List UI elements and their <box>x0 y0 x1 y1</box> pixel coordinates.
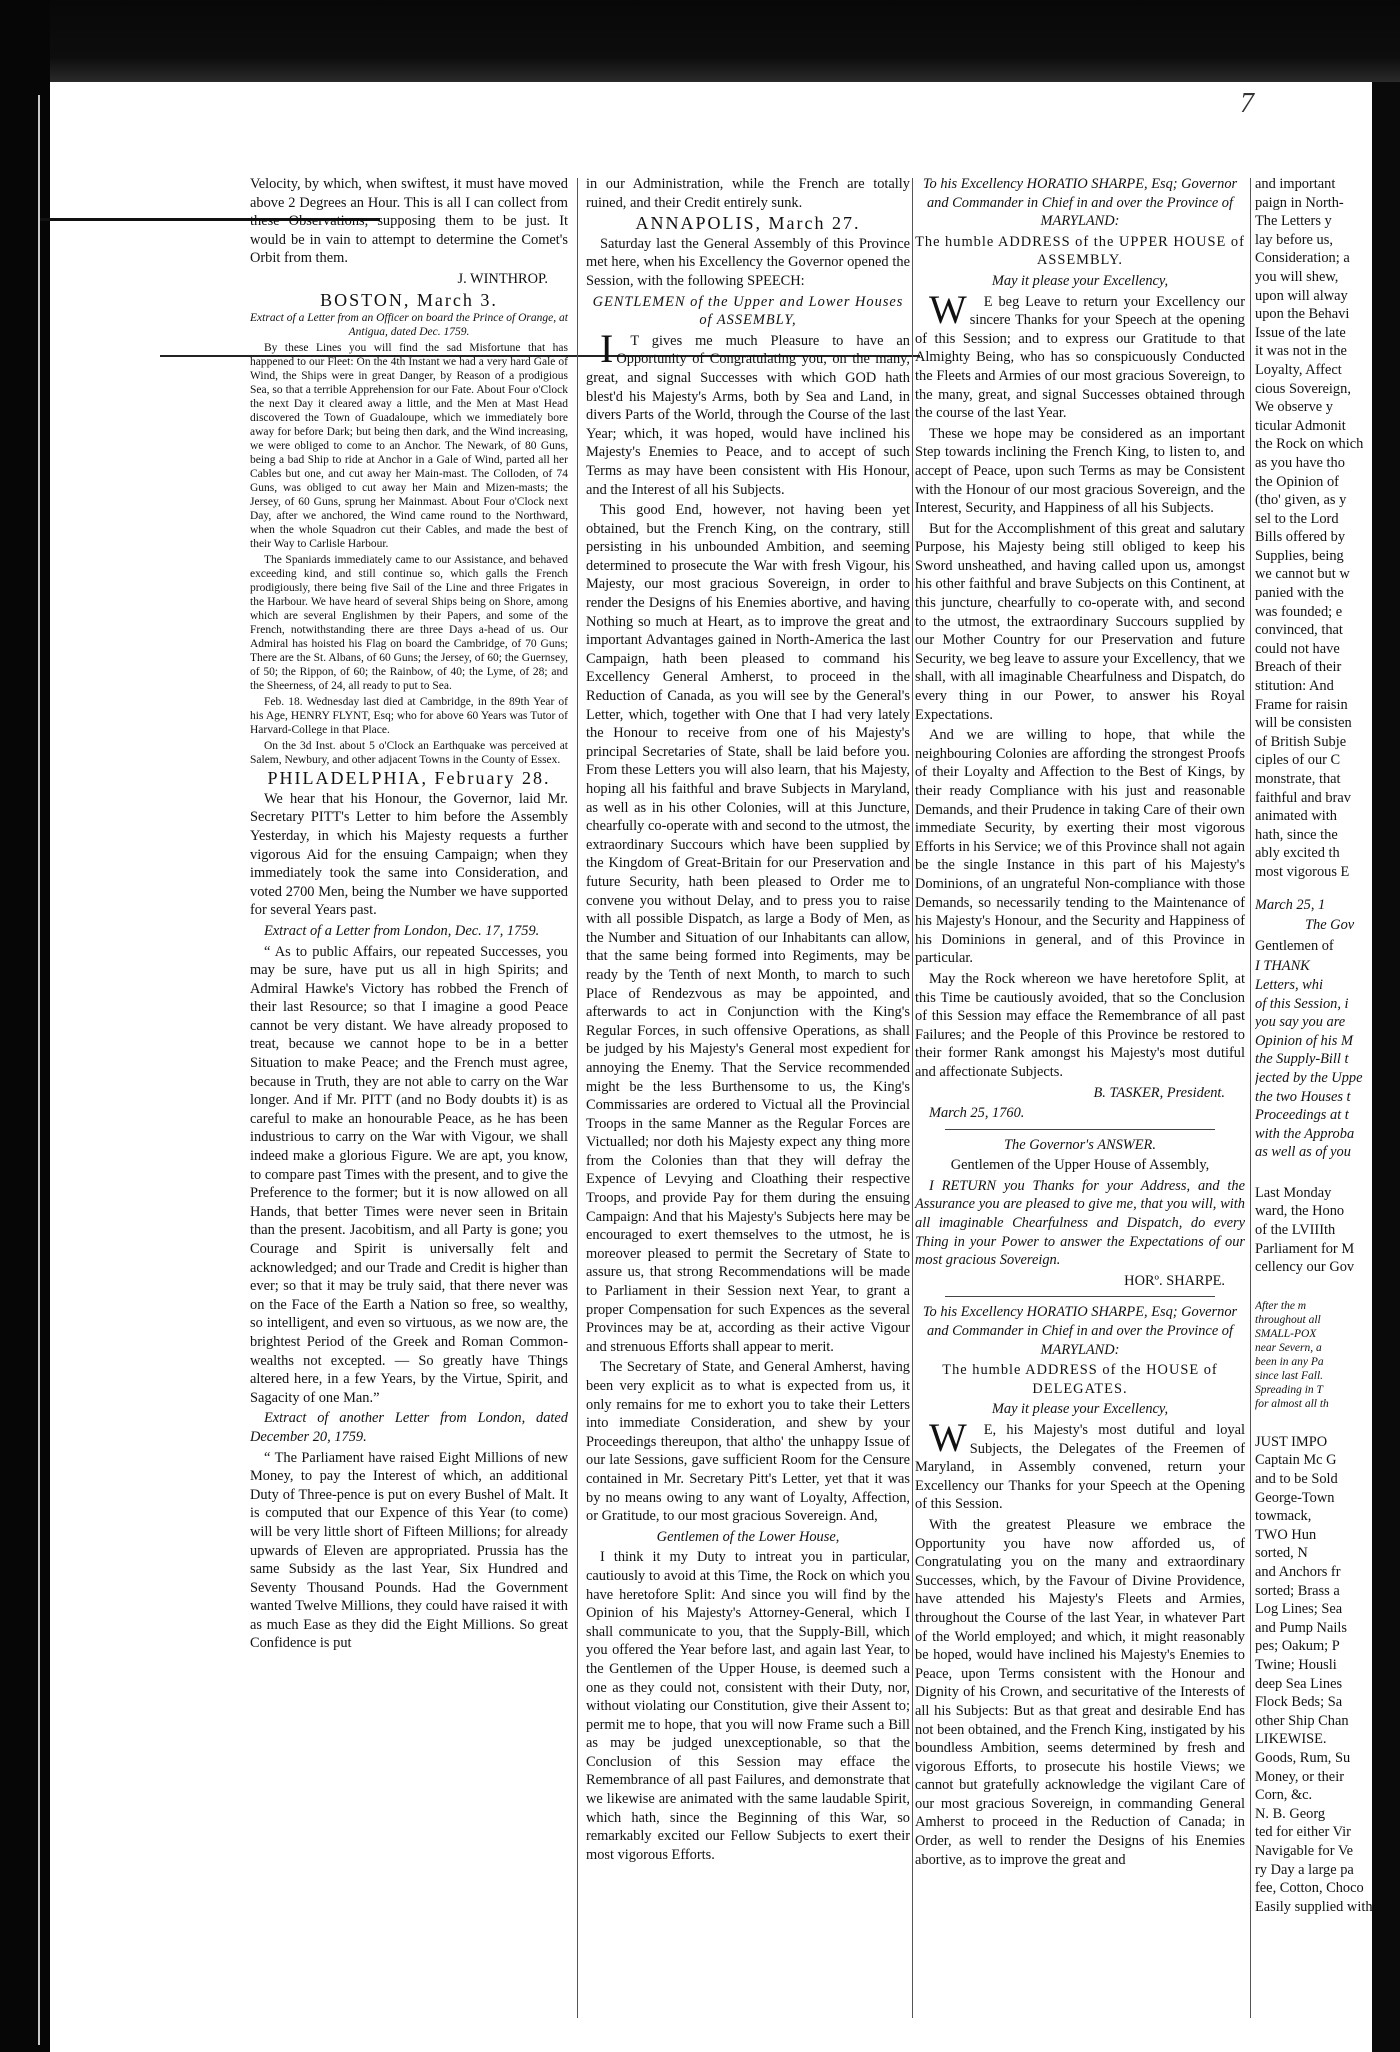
boston-earthquake: On the 3d Inst. about 5 o'Clock an Earthquake was perceived at Salem, Newbury, and other adjacent Towns in the County of Essex. <box>250 740 568 767</box>
text-line: Opinion of his M <box>1255 1032 1353 1049</box>
governor-answer-salutation: Gentlemen of the Upper House of Assembly, <box>950 1157 1210 1174</box>
lower-house-heading: Gentlemen of the Lower House, <box>656 1528 840 1545</box>
text-line: ward, the Hono <box>1255 1203 1345 1220</box>
text-line: hath, since the <box>1255 826 1338 843</box>
column-rule <box>912 178 913 2018</box>
session-notice-lines <box>1255 1184 1385 1277</box>
text-line: deep Sea Lines <box>1255 1675 1343 1692</box>
text-line: most vigorous E <box>1255 863 1350 880</box>
text-line: LIKEWISE. <box>1255 1731 1327 1748</box>
boston-dateline: BOSTON, March 3. <box>320 289 498 310</box>
text-line: monstrate, that <box>1255 771 1341 787</box>
reply-date: March 25, 1 <box>1255 896 1326 913</box>
text-line: of British Subje <box>1255 733 1347 750</box>
text-line: Last Monday <box>1255 1184 1332 1201</box>
text-line: ably excited th <box>1255 845 1340 862</box>
speech-paragraph-2: This good End, however, not having been yet obtained, but the French King, on the contrary, still persisting in his unbounded Ambition, and seeming determined to prosecute the War with fresh Vigour, his Majesty, our most gracious Sovereign, in order to render the Designs of his Enemies abortive, and having Nothing so much at Heart, as to improve the great and important Advantages gained in North-America the last Campaign, hath been pleased to command his Excellency General Amherst, to proceed in the Reduction of Canada, as you will see by the General's Letter, which, together with One that I had very lately the Honour to receive from one of his Majesty's principal Secretaries of State, shall be laid before you. From these Letters you will also learn, that his Majesty, hoping all his faithful and brave Subjects in Maryland, as well as in his other Colonies, will at this Juncture, chearfully co-operate with and second to the utmost, the extraordinary Succours which have been supplied by the Kingdom of Great-Britain for our Preservation and future Security, hath been pleased to Order me to convene you without Delay, and to press you to raise with all possible Dispatch, as large a Body of Men, as the Number and Situation of our Inhabitants can allow, that the same being formed into Regiments, may be ready by the Tenth of next Month, to march to such Place of Rendezvous as may be appointed, and afterwards to act in Conjunction with the King's Regular Forces, in such offensive Operations, as shall be judged by his Majesty's General most expedient for annoying the Enemy. That the Service recommended might be the less Burthensome to us, the King's Commissaries are ordered to Victual all the Provincial Troops in the same Manner as the Regular Forces are Victualled; nor doth his Majesty expect any thing more from the Colonies than that they will defray the Expence of Levying and Cloathing their respective Troops, and provide Pay for them during the ensuing Campaign: And that his Majesty's Subjects here may be encouraged to exert themselves to the utmost, he is moreover pleased to permit the Secretary of State to assure us, that strong Recommendations will be made to Parliament in their Session next Year, to grant a proper Compensation for such Expences as the several Provinces may be at, according as their active Vigour and strenuous Efforts shall appear to merit. <box>586 502 910 1355</box>
dark-scan-margin-top <box>50 0 1400 82</box>
delegates-salutation: May it please your Excellency, <box>991 1401 1169 1418</box>
upper-house-date: March 25, 1760. <box>929 1105 1025 1122</box>
binding-edge <box>38 95 40 2045</box>
upper-house-address-title: The humble ADDRESS of the UPPER HOUSE of ASSEMBLY. <box>915 233 1245 269</box>
extract-2-body: “ The Parliament have raised Eight Millions of new Money, to pay the Interest of which, an additional Duty of Three-pence is put on every Bushel of Malt. It is computed that our Expence of this Year (to come) will be very little short of Fifteen Millions; for already upwards of Eleven are appropriated. Prussia has the same Subsidy as the last Year, Six Hundred and Seventy Thousand Pounds. Had the Government wanted Twelve Millions, they could have raised it with as much Ease as they did the Eight Millions. So great Confidence is put <box>250 1449 568 1652</box>
governor-reply-salutation: Gentlemen of <box>1255 937 1334 954</box>
text-line: Easily supplied with <box>1255 1898 1373 1915</box>
upper-house-paragraph-2: These we hope may be considered as an important Step towards inclining the French King, to listen to, and accept of Peace, upon such Terms as may be Consistent with the Honour of our most gracious Sovereign, and the Interest, Security, and Happiness of all his Subjects. <box>915 425 1245 517</box>
delegates-paragraph-2: With the greatest Pleasure we embrace the Opportunity you have now afforded us, of Congratulating you on the many and extraordinary Successes, which, by the Favour of Divine Providence, have attended his Majesty's Fleets and Armies, throughout the Course of the last Year, in whatever Part of the World employed; and which, it might reasonably be hoped, would have inclined his Majesty's Enemies to Peace, upon Terms consistent with the Honour and Dignity of his Crown, and securitative of the Interests of all his Subjects: But as that great and desirable End has not been obtained, and the French King, instigated by his boundless Ambition, seems determined by fresh and vigorous Efforts, to prosecute his hostile Views; we cannot but gratefully acknowledge the vigilant Care of our most gracious Sovereign, in commanding General Amherst to proceed in the Reduction of Canada; in Order, as well to render the Designs of his Enemies abortive, as to improve the great and <box>915 1516 1245 1868</box>
text-line: The Letters y <box>1255 213 1332 230</box>
text-line: Breach of their <box>1255 659 1342 676</box>
text-line: it was not in the <box>1255 343 1347 360</box>
comet-report-ending: Velocity, by which, when swiftest, it must have moved above 2 Degrees an Hour. This is all I can collect from these Observations, supposing them to be just. It would be in vain to attempt to determine the Comet's Orbit from them. <box>250 176 568 267</box>
text-line: cious Sovereign, <box>1255 380 1351 397</box>
text-line: cellency our Gov <box>1255 1259 1355 1276</box>
philadelphia-report: We hear that his Honour, the Governor, laid Mr. Secretary PITT's Letter to him before the Assembly Yesterday, in which his Majesty requests a further vigorous Aid for the ensuing Campaign; when they immediately took the same into Consideration, and voted 2700 Men, being the Number we have supported for several Years past. <box>250 790 568 919</box>
text-line: pes; Oakum; P <box>1255 1638 1340 1655</box>
text-line: Issue of the late <box>1255 324 1346 341</box>
text-line: upon the Behavi <box>1255 306 1350 323</box>
text-line: Flock Beds; Sa <box>1255 1694 1343 1711</box>
governor-reply-lines <box>1255 957 1385 1162</box>
text-line: and to be Sold <box>1255 1471 1338 1488</box>
text-line: panied with the <box>1255 585 1344 602</box>
text-line: the Supply-Bill t <box>1255 1051 1349 1068</box>
text-line: the Opinion of <box>1255 473 1339 490</box>
philadelphia-dateline: PHILADELPHIA, February 28. <box>267 768 551 789</box>
governor-reply-heading: The Gov <box>1305 917 1355 934</box>
text-line: Consideration; a <box>1255 250 1350 267</box>
text-line: faithful and brav <box>1255 789 1351 806</box>
column-2 <box>586 175 910 1866</box>
text-line: animated with <box>1255 808 1337 825</box>
text-line: SMALL-POX <box>1255 1327 1317 1340</box>
text-line: near Severn, a <box>1255 1341 1322 1354</box>
speech-paragraph-1: IT gives me much Pleasure to have an Opportunity of Congratulating you, on the many, great, and signal Successes with which GOD hath blest'd his Majesty's Arms, both by Sea and Land, in divers Parts of the World, through the Course of the last Year; which, it was hoped, would have inclined his Majesty's Enemies to Peace, and to accept of such Terms as may have been consistent with His Honour, and the Interest of all his Subjects. <box>586 325 910 498</box>
text-line: Parliament for M <box>1255 1240 1355 1257</box>
extract-1-body: “ As to public Affairs, our repeated Successes, you may be sure, have put us all in high Spirits; and Admiral Hawke's Victory has robbed the French of their last Resource; so that I imagine a good Peace cannot be very distant. We have already proposed to treat, because we cannot hope to be in a better Situation to make Peace; and the French must agree, because in Truth, they are not able to carry on the War longer. And if Mr. PITT (and no Body doubts it) is as careful to make an honourable Peace, as he has been industrious to carry on the War with Vigour, we shall indeed make a glorious Figure. We are apt, you know, to compare past Times with the present, and to give the Preference to the former; but it is now allowed on all Hands, that better Times were never seen in Britain than the present. Jacobitism, and all Party is gone; you Courage and Spirit is universally felt and acknowledged; and our Trade and Credit is higher than ever; so that it may be truly said, that there never was on the Face of the Earth a Nation so free, so wealthy, so intelligent, and even so virtuous, as we now are, the brightest Period of the Greek and Roman Common-wealths not excepted. — So greatly have Things altered here, in a few Years, by the Virtue, Spirit, and Sagacity of one Man.” <box>250 943 568 1406</box>
text-line: ted for either Vir <box>1255 1824 1351 1841</box>
governor-signature: HORº. SHARPE. <box>1124 1272 1225 1289</box>
upper-house-paragraph-3: But for the Accomplishment of this great and salutary Purpose, his Majesty being still obliged to keep his Sword unsheathed, and having called upon us, amongst his other faithful and brave Subjects on this Continent, at this juncture, chearfully to co-operate with, and second to the utmost, the extraordinary Succours supplied by our Mother Country for our Preservation and future Security, we beg leave to assure your Excellency, that we shall, with all imaginable Chearfulness and Dispatch, do every thing in our Power, to answer his Royal Expectations. <box>915 520 1245 723</box>
text-line: throughout all <box>1255 1313 1321 1326</box>
text-line: been in any Pa <box>1255 1355 1324 1368</box>
text-line: we cannot but w <box>1255 566 1350 583</box>
text-line: towmack, <box>1255 1508 1312 1525</box>
boston-letter-body: By these Lines you will find the sad Misfortune that has happened to our Fleet: On the 4th Instant we had a very hard Gale of Wind, the Ships were in great Danger, by Reason of a prodigious Sea, so that a terrible Apprehension for our Fate. About Four o'Clock the next Day it cleared away a little, and the Men at Mast Head discovered the Town of Guadaloupe, which we immediately bore away for before Dark; but being then dark, and the Wind increasing, we were obliged to come to an Anchor. The Newark, of 80 Guns, being a bad Ship to ride at Anchor in a Gale of Wind, parted all her Cables but one, and cut away her Main-mast. The Colloden, of 74 Guns, was obliged to cut away her Main and Mizen-masts; the Jersey, of 60 Guns, sprung her Mainmast. About Four o'Clock next Day, after we anchored, the Wind came round to the Northward, when the whole Squadron cut their Cables, and made the best of their Way to Carlisle Harbour. <box>250 342 568 551</box>
upper-house-signature: B. TASKER, President. <box>1093 1084 1225 1101</box>
text-line: (tho' given, as y <box>1255 492 1347 509</box>
text-line: JUST IMPO <box>1255 1433 1328 1450</box>
governor-answer-body: I RETURN you Thanks for your Address, and the Assurance you are pleased to give me, that you will, with all imaginable Chearfulness and Dispatch, do every Thing in your Power to answer the Expectations of our most gracious Sovereign. <box>915 1177 1245 1269</box>
column-rule <box>1250 178 1251 2018</box>
text-line: of this Session, i <box>1255 995 1349 1012</box>
text-line: will be consisten <box>1255 715 1352 732</box>
signature-winthrop: J. WINTHROP. <box>457 270 548 287</box>
text-line: could not have <box>1255 640 1340 657</box>
text-line: since last Fall. <box>1255 1369 1324 1382</box>
text-line: you say you are <box>1255 1014 1346 1031</box>
text-line: with the Approba <box>1255 1125 1355 1142</box>
page-number: 7 <box>1240 88 1254 119</box>
delegates-paragraph-1: WE, his Majesty's most dutiful and loyal Subjects, the Delegates of the Freemen of Maryland, in Assembly convened, return your Excellency our Thanks for your Speech at the Opening of this Session. <box>915 1415 1245 1513</box>
text-line: Loyalty, Affect <box>1255 361 1342 378</box>
text-line: jected by the Uppe <box>1255 1069 1363 1086</box>
text-line: N. B. Georg <box>1255 1805 1326 1822</box>
boston-letter-body-2: The Spaniards immediately came to our Assistance, and behaved exceeding kind, and still continue so, which galls the French prodigiously, there being five Sail of the Line and three Frigates in the Harbour. We have heard of several Ships being on Shore, among which are several Englishmen by their Papers, and some of the French, notwithstanding there are three Days a-head of us. Our Admiral has hoisted his Flag on board the Cambridge, of 70 Guns; There are the St. Albans, of 60 Guns; the Jersey, of 60; the Guernsey, of 50; the Rippon, of 60; the Rainbow, of 40; the Lyme, of 28; and the Sheerness, of 24, all ready to put to Sea. <box>250 554 568 693</box>
speech-paragraph-3: The Secretary of State, and General Amherst, having been very explicit as to what is expected from us, it only remains for me to exhort you to take their Letters into immediate Consideration, and shew by your Proceedings thereupon, that altho' the unhappy Issue of our late Sessions, gave sufficient Room for the Censure contained in Mr. Secretary Pitt's Letter, yet that it was by no means owing to any want of Loyalty, Affection, or Gratitude, to our most gracious Sovereign. And, <box>586 1359 910 1525</box>
extract-1-heading: Extract of a Letter from London, Dec. 17, 1759. <box>264 922 540 939</box>
column-rule <box>577 178 578 2018</box>
boston-extract-heading: Extract of a Letter from an Officer on board the Prince of Orange, at Antigua, dated Dec. 1759. <box>250 312 568 339</box>
boston-obituary: Feb. 18. Wednesday last died at Cambridge, in the 89th Year of his Age, HENRY FLYNT, Esq; who for above 60 Years was Tutor of Harvard-College in that Place. <box>250 696 568 737</box>
text-line: sel to the Lord <box>1255 510 1339 527</box>
text-line: was founded; e <box>1255 603 1343 620</box>
text-line: TWO Hun <box>1255 1526 1317 1543</box>
text-line: I THANK <box>1255 958 1310 975</box>
text-line: sorted; Brass a <box>1255 1582 1340 1599</box>
text-line: the two Houses t <box>1255 1088 1351 1105</box>
text-line: ciples of our C <box>1255 752 1341 769</box>
text-line: Spreading in T <box>1255 1383 1323 1396</box>
text-line: and Anchors fr <box>1255 1564 1341 1580</box>
upper-house-salutation: May it please your Excellency, <box>991 272 1169 289</box>
text-line: other Ship Chan <box>1255 1712 1349 1729</box>
upper-house-paragraph-5: May the Rock whereon we have heretofore Split, at this Time be cautiously avoided, that so the Conclusion of this Session may efface the Remembrance of all past Failures; and the People of this Province be restored to their former Rank amongst his Majesty's most dutiful and affectionate Subjects. <box>915 970 1245 1080</box>
text-line: George-Town <box>1255 1489 1335 1506</box>
text-line: as you have tho <box>1255 454 1345 471</box>
text-line: ticular Admonit <box>1255 417 1346 434</box>
text-line: you will shew, <box>1255 268 1339 285</box>
section-divider <box>945 1129 1215 1130</box>
text-line: Letters, whi <box>1255 976 1323 993</box>
text-line: and Pump Nails <box>1255 1619 1347 1636</box>
column-4-clipped <box>1255 175 1385 1916</box>
text-line: Twine; Housli <box>1255 1656 1337 1673</box>
governor-answer-title: The Governor's ANSWER. <box>1004 1136 1156 1153</box>
text-line: Captain Mc G <box>1255 1452 1337 1469</box>
extract-2-heading: Extract of another Letter from London, dated December 20, 1759. <box>250 1410 568 1445</box>
column-3 <box>915 175 1245 1871</box>
text-line: Proceedings at t <box>1255 1107 1349 1124</box>
upper-house-paragraph-1: WE beg Leave to return your Excellency our sincere Thanks for your Speech at the opening of this Session; and to express our Gratitude to that Almighty Being, who has so conspicuously Conducted the Fleets and Armies of our most gracious Sovereign, to the many, great, and signal Successes obtained through the course of the last Year. <box>915 286 1245 422</box>
text-line: convinced, that <box>1255 622 1343 639</box>
smallpox-notice-lines <box>1255 1299 1385 1411</box>
text-line: We observe y <box>1255 399 1333 416</box>
speech-paragraph-4: I think it my Duty to intreat you in particular, cautiously to avoid at this Time, the Rock on which you have heretofore Split: And since you will find by the Opinion of his Majesty's Attorney-General, which I shall communicate to you, that the Supply-Bill, which you offered the Year before last, and again last Year, to the Gentlemen of the Upper House, is deemed such a one as they could not, consistent with their Duty, nor, without violating our Constitution, give their Assent to; permit me to hope, that you will now Frame such a Bill as may be judged unexceptionable, so that the Conclusion of this Session may efface the Remembrance of all past Failures, and demonstrate that we likewise are animated with the same laudable Spirit, which hath, since the Beginning of this War, so remarkably excited our Fellow Subjects to exert their most vigorous Efforts. <box>586 1549 910 1863</box>
speech-heading: GENTLEMEN of the Upper and Lower Houses of ASSEMBLY, <box>592 293 904 329</box>
text-line: of the LVIIIth <box>1255 1222 1336 1239</box>
text-line: Bills offered by <box>1255 529 1346 546</box>
continued-text: in our Administration, while the French are totally ruined, and their Credit entirely sunk. <box>586 176 910 211</box>
annapolis-intro: Saturday last the General Assembly of this Province met here, when his Excellency the Governor opened the Session, with the following SPEECH: <box>586 235 910 289</box>
annapolis-dateline: ANNAPOLIS, March 27. <box>635 213 861 234</box>
section-divider <box>945 1296 1215 1297</box>
upper-house-paragraph-4: And we are willing to hope, that while the neighbouring Colonies are affording the strongest Proofs of their Loyalty and Affection to the Best of Kings, by their ready Compliance with his just and reasonable Demands, and their Prudence in taking Care of their own immediate Security, by exerting their most vigorous Efforts in his Service; we of this Province shall not again be the single Instance in this part of his Majesty's Dominions, of an ungrateful Non-compliance with those Demands, so necessarily tending to the Maintenance of his Majesty's Honour, and the Security and Happiness of his Dominions in general, and of this Province in particular. <box>915 727 1245 967</box>
text-line: After the m <box>1255 1299 1307 1312</box>
text-line: stitution: And <box>1255 678 1334 695</box>
text-line: the Rock on which <box>1255 436 1364 453</box>
text-line: paign in North- <box>1255 194 1344 211</box>
text-line: upon will alway <box>1255 287 1348 304</box>
text-line: Supplies, being <box>1255 547 1344 564</box>
text-line: Money, or their <box>1255 1768 1344 1785</box>
text-line: lay before us, <box>1255 231 1333 248</box>
text-line: Log Lines; Sea <box>1255 1601 1343 1618</box>
text-line: sorted, N <box>1255 1545 1308 1562</box>
delegates-addressee: To his Excellency HORATIO SHARPE, Esq; Governor and Commander in Chief in and over the Province of MARYLAND: <box>922 1304 1238 1358</box>
text-line: for almost all th <box>1255 1397 1329 1410</box>
text-line: as well as of you <box>1255 1144 1351 1161</box>
text-line: ry Day a large pa <box>1255 1861 1354 1878</box>
text-line: Navigable for Ve <box>1255 1842 1354 1859</box>
delegates-address-title: The humble ADDRESS of the HOUSE of DELEGATES. <box>942 1362 1218 1397</box>
text-line: Frame for raisin <box>1255 696 1348 713</box>
text-line: fee, Cotton, Choco <box>1255 1880 1364 1897</box>
import-advertisement-lines <box>1255 1433 1385 1916</box>
text-line: Corn, &c. <box>1255 1787 1313 1804</box>
text-line: Goods, Rum, Su <box>1255 1749 1351 1766</box>
upper-house-addressee: To his Excellency HORATIO SHARPE, Esq; Governor and Commander in Chief in and over the Province of MARYLAND: <box>922 176 1238 230</box>
text-line: and important <box>1255 176 1336 192</box>
dark-scan-margin-left <box>0 0 50 2052</box>
reply-text-lines <box>1255 175 1385 882</box>
column-1 <box>250 175 568 1655</box>
